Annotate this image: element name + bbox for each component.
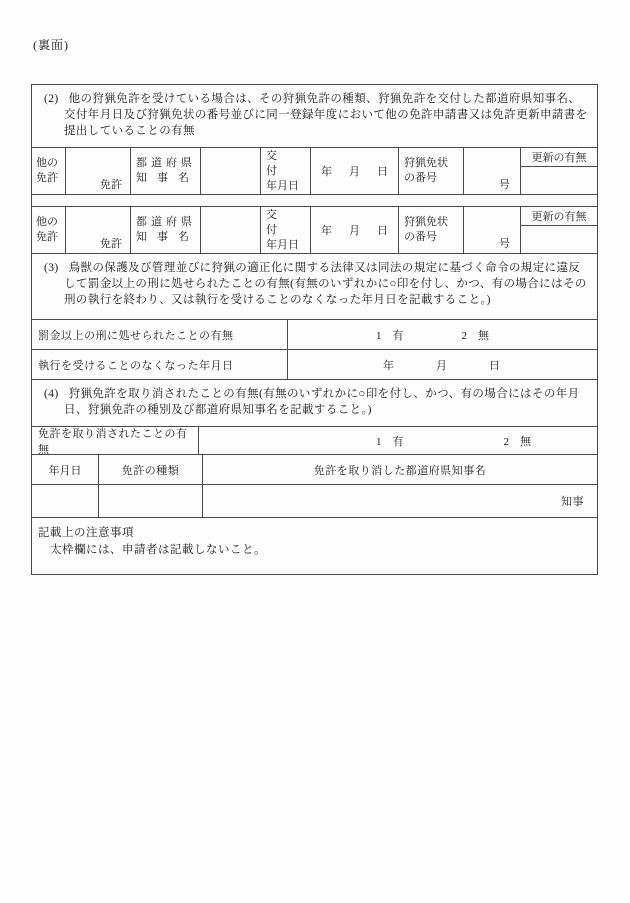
execution-expiry-label: 執行を受けることのなくなった年月日 xyxy=(38,359,234,372)
license-revoked-options xyxy=(198,427,597,454)
revocation-header-row xyxy=(32,454,597,484)
number-suffix-label: 号 xyxy=(499,179,510,191)
number-suffix-label: 号 xyxy=(499,238,510,250)
section3-number: (3) xyxy=(44,262,59,274)
revocation-type-header: 免許の種類 xyxy=(98,455,202,484)
other-license-header: 他の 免許 xyxy=(36,216,58,243)
section4-paragraph-row xyxy=(32,379,597,426)
issue-date-field: 年 月 日 xyxy=(310,148,398,194)
execution-expiry-field: 年 月 日 xyxy=(287,350,597,379)
renewal-field xyxy=(521,167,597,194)
renewal-column xyxy=(520,207,597,253)
revocation-entry-row xyxy=(32,484,597,517)
governor-name-header: 都道府県 知事名 xyxy=(130,148,200,194)
section3-paragraph-row xyxy=(32,253,597,319)
section4-number: (4) xyxy=(44,388,59,400)
issue-date-header: 交付 年月日 xyxy=(260,207,310,253)
notes-body: 太枠欄には、申請者は記載しないこと。 xyxy=(50,544,266,556)
section3-paragraph xyxy=(38,260,589,308)
license-suffix-label: 免許 xyxy=(100,179,122,191)
execution-expiry-row xyxy=(32,349,597,379)
issue-date-header: 交付 年月日 xyxy=(260,148,310,194)
section4-paragraph xyxy=(38,386,589,418)
governor-name-header: 都道府県 知事名 xyxy=(130,207,200,253)
license-type-field xyxy=(65,148,130,194)
option-no: 2 無 xyxy=(461,329,489,342)
fine-history-options xyxy=(287,320,597,349)
option-yes: 1 有 xyxy=(376,435,404,448)
license-type-field xyxy=(65,207,130,253)
option-yes: 1 有 xyxy=(376,329,404,342)
other-license-row-2 xyxy=(32,206,597,253)
spacer-row xyxy=(32,194,597,206)
renewal-field xyxy=(521,226,597,253)
revocation-governor-header: 免許を取り消した都道府県知事名 xyxy=(202,455,597,484)
renewal-header: 更新の有無 xyxy=(521,207,597,226)
fine-history-row xyxy=(32,319,597,349)
revocation-date-field xyxy=(32,485,98,517)
notes-row xyxy=(32,517,597,574)
revocation-type-field xyxy=(98,485,202,517)
governor-name-field xyxy=(200,148,260,194)
section2-paragraph-row xyxy=(32,85,597,147)
option-no: 2 無 xyxy=(503,435,531,448)
page-side-label: (裏面) xyxy=(33,38,69,52)
hunting-license-form-table xyxy=(31,84,598,575)
fine-history-label: 罰金以上の刑に処せられたことの有無 xyxy=(38,329,234,342)
governor-name-field xyxy=(200,207,260,253)
revocation-date-header: 年月日 xyxy=(48,464,82,477)
governor-suffix-label: 知事 xyxy=(561,496,584,508)
other-license-header: 他の 免許 xyxy=(36,157,58,184)
certificate-number-header: 狩猟免状 の番号 xyxy=(398,148,463,194)
other-license-row-1 xyxy=(32,147,597,194)
section2-number: (2) xyxy=(44,93,59,105)
section3-text: 鳥獣の保護及び管理並びに狩猟の適正化に関する法律又は同法の規定に基づく命令の規定に違反して罰金以上の刑に処せられたことの有無(有無のいずれかに○印を付し、かつ、有の場合にはその刑の執行を終わり、又は執行を受けることのなくなった年月日を記載すること。) xyxy=(64,262,587,306)
certificate-number-field xyxy=(463,148,520,194)
renewal-column xyxy=(520,148,597,194)
notes-title: 記載上の注意事項 xyxy=(38,527,134,539)
license-revoked-label: 免許を取り消されたことの有無 xyxy=(38,427,188,456)
renewal-header: 更新の有無 xyxy=(521,148,597,167)
license-suffix-label: 免許 xyxy=(100,238,122,250)
section2-text: 他の狩猟免許を受けている場合は、その狩猟免許の種類、狩猟免許を交付した都道府県知事名、交付年月日及び狩猟免状の番号並びに同一登録年度において他の免許申請書又は免許更新申請書を提出していることの有無 xyxy=(64,93,588,137)
section2-paragraph xyxy=(38,91,589,139)
certificate-number-header: 狩猟免状 の番号 xyxy=(398,207,463,253)
license-revoked-row xyxy=(32,426,597,454)
revocation-governor-field xyxy=(202,485,597,517)
certificate-number-field xyxy=(463,207,520,253)
section4-text: 狩猟免許を取り消されたことの有無(有無のいずれかに○印を付し、かつ、有の場合にはその年月日、狩猟免許の種別及び都道府県知事名を記載すること。) xyxy=(64,388,580,416)
issue-date-field: 年 月 日 xyxy=(310,207,398,253)
